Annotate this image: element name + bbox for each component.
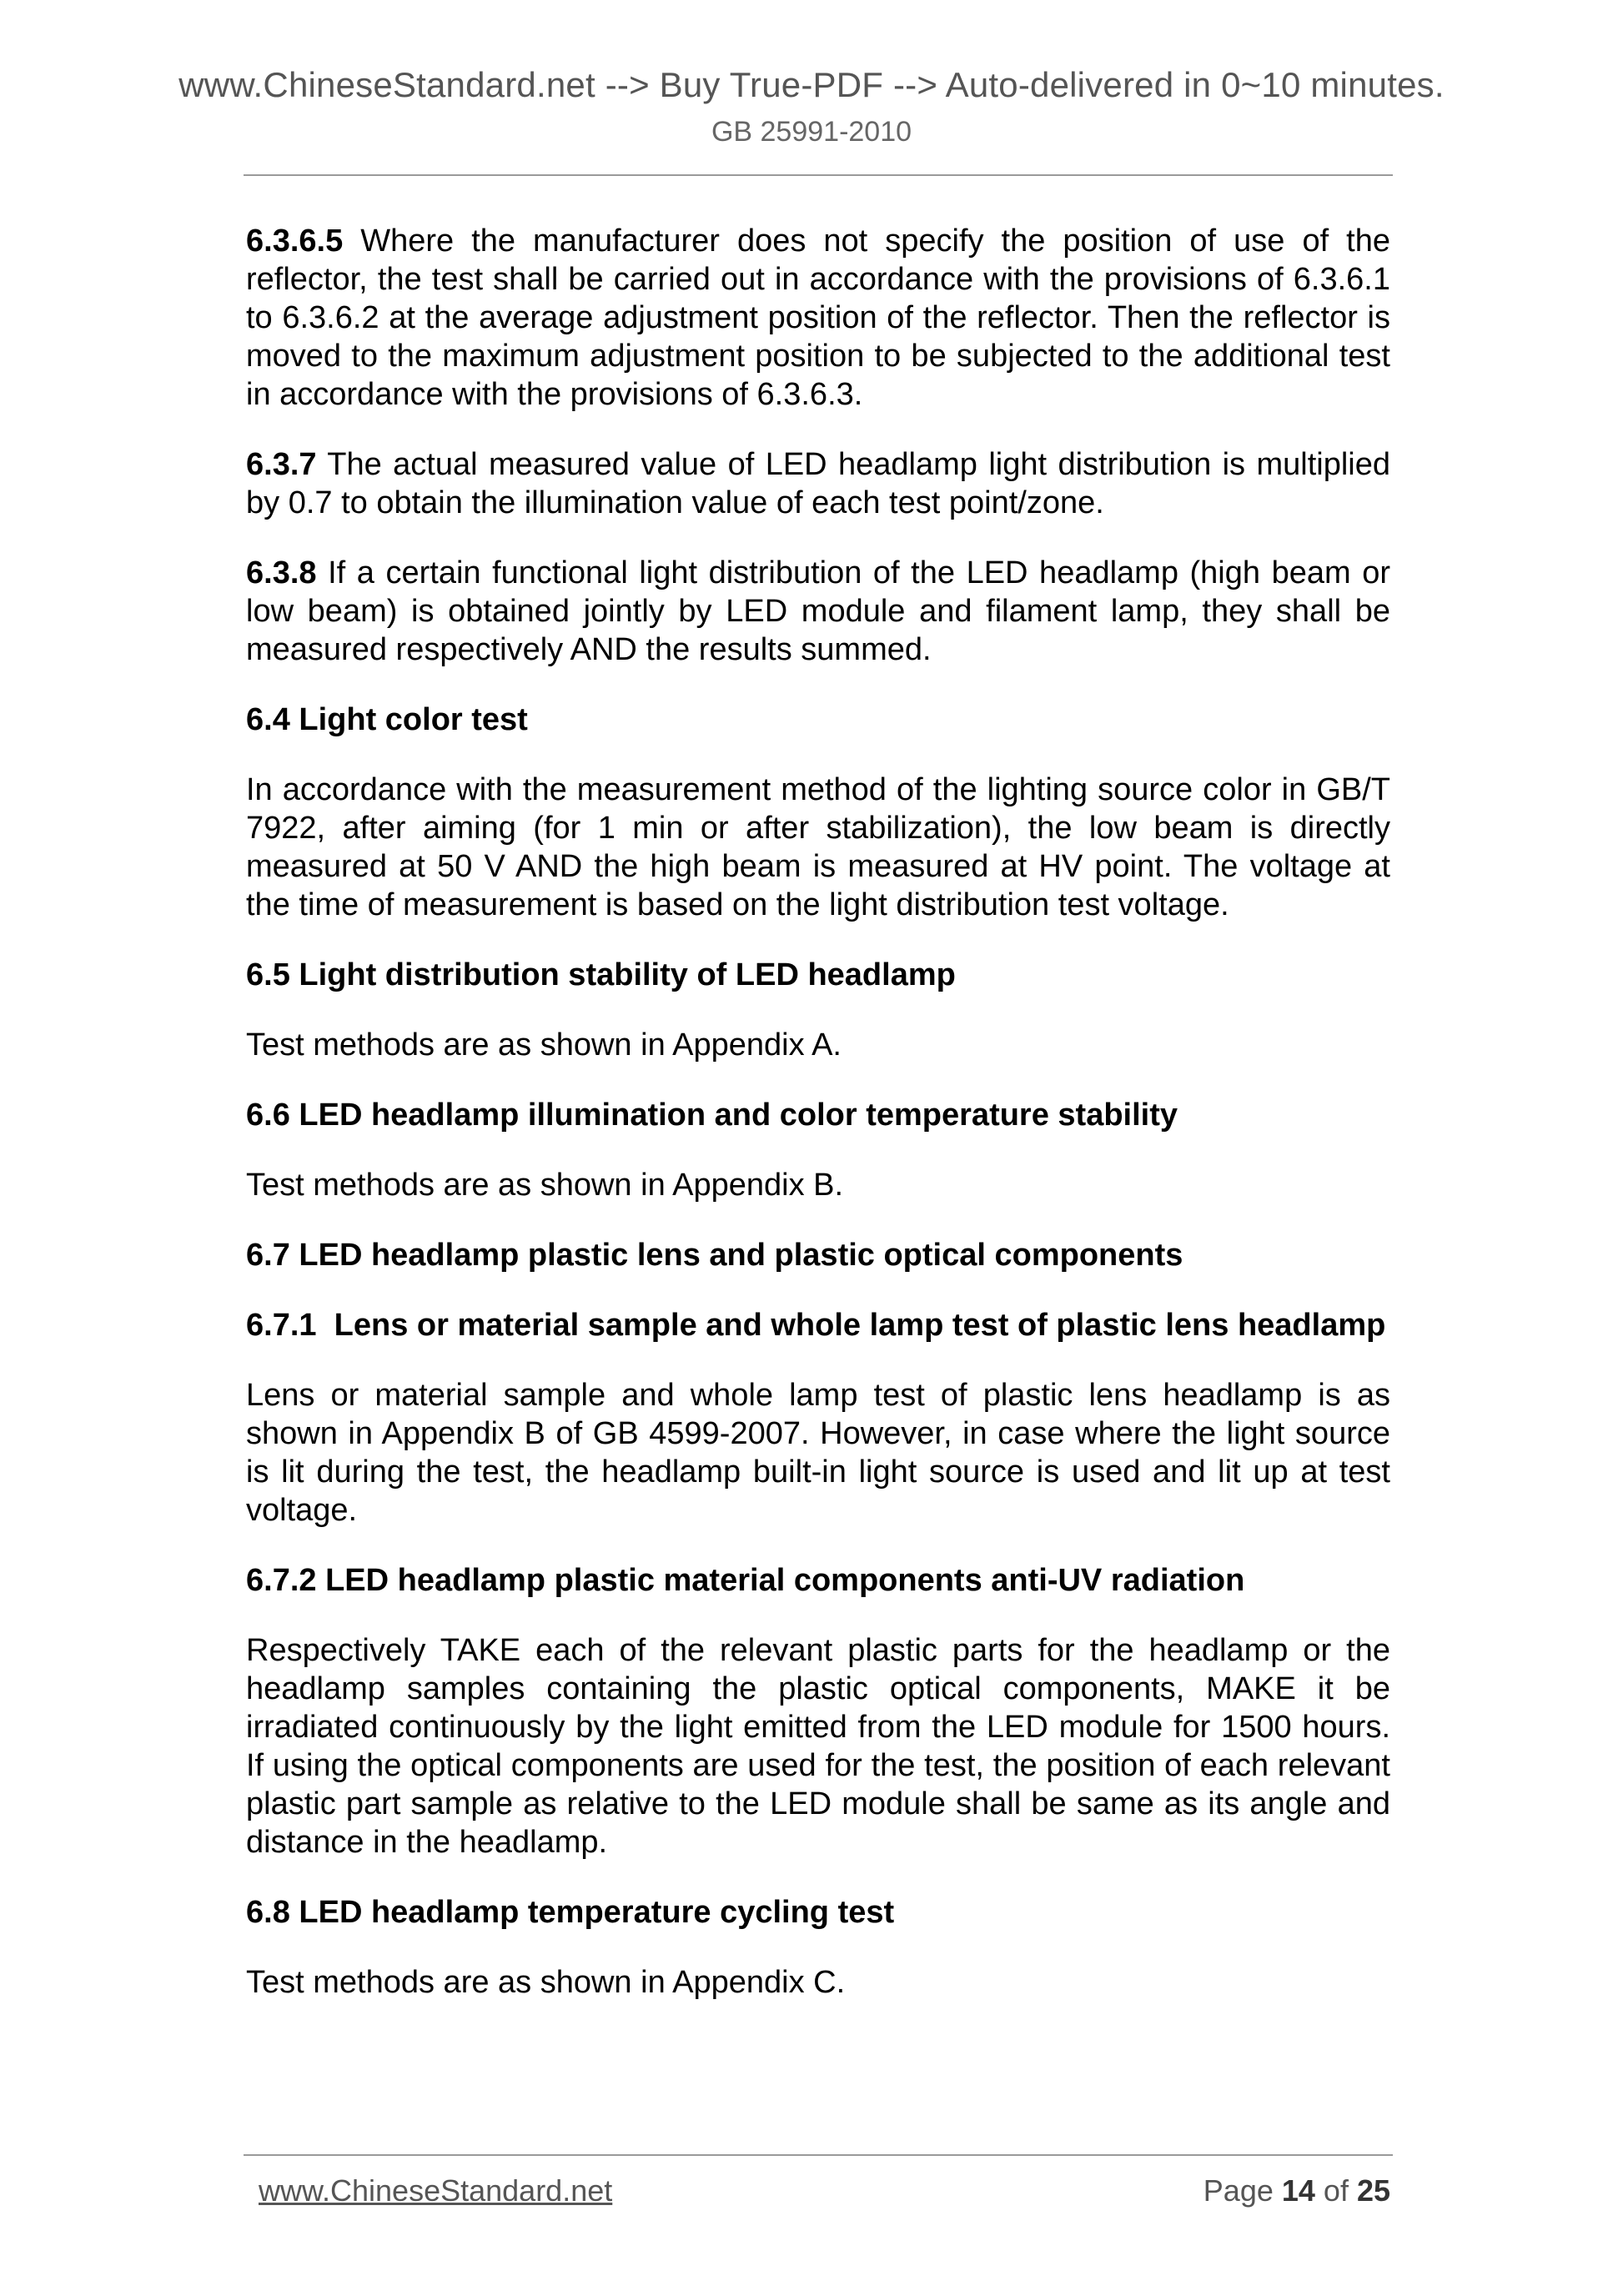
clause-6-3-7	[246, 445, 1390, 522]
paragraph-6-4: In accordance with the measurement method of the lighting source color in GB/T 7922, after aiming (for 1 min or after stabilization), the low beam is directly measured at 50 V AND the high beam is measured at HV point. The voltage at the time of measurement is based on the light distribution test voltage.	[246, 772, 1390, 922]
paragraph-6-5: Test methods are as shown in Appendix A.	[246, 1027, 842, 1063]
clause-number: 6.3.7	[246, 447, 317, 482]
document-body	[246, 222, 1390, 2033]
page-number	[1203, 2173, 1390, 2209]
clause-text: Where the manufacturer does not specify the position of use of the reflector, the test shall be carried out in accordance with the provisions of 6.3.6.1 to 6.3.6.2 at the average adjustment position of the reflector. Then the reflector is moved to the maximum adjustment position to be subjected to the additional test in accordance with the provisions of 6.3.6.3.	[246, 224, 1390, 412]
heading-6-7: 6.7 LED headlamp plastic lens and plastic optical components	[246, 1238, 1183, 1273]
heading-6-7-2: 6.7.2 LED headlamp plastic material components anti-UV radiation	[246, 1563, 1245, 1598]
heading-6-4: 6.4 Light color test	[246, 702, 528, 737]
paragraph-6-7-1: Lens or material sample and whole lamp test of plastic lens headlamp is as shown in Appendix B of GB 4599-2007. However, in case where the light source is lit during the test, the headlamp built-in light source is used and lit up at test voltage.	[246, 1378, 1390, 1528]
page-current: 14	[1281, 2173, 1315, 2208]
paragraph-6-7-2: Respectively TAKE each of the relevant plastic parts for the headlamp or the headlamp samples containing the plastic optical components, MAKE it be irradiated continuously by the light emitted from the LED module for 1500 hours. If using the optical components are used for the test, the position of each relevant plastic part sample as relative to the LED module shall be same as its angle and distance in the headlamp.	[246, 1633, 1390, 1860]
clause-6-3-6-5	[246, 222, 1390, 414]
page-total: 25	[1356, 2173, 1390, 2208]
footer-site-link[interactable]: www.ChineseStandard.net	[259, 2173, 613, 2208]
page-label: Page	[1203, 2173, 1282, 2208]
clause-6-3-8	[246, 554, 1390, 669]
clause-text: The actual measured value of LED headlamp light distribution is multiplied by 0.7 to obtain the illumination value of each test point/zone.	[246, 447, 1390, 520]
heading-6-7-1: 6.7.1 Lens or material sample and whole lamp test of plastic lens headlamp	[246, 1308, 1386, 1343]
heading-6-6: 6.6 LED headlamp illumination and color temperature stability	[246, 1098, 1178, 1133]
page-header	[0, 63, 1623, 150]
page-of: of	[1314, 2173, 1357, 2208]
header-divider	[244, 174, 1393, 176]
clause-number: 6.3.8	[246, 555, 317, 590]
paragraph-6-8: Test methods are as shown in Appendix C.	[246, 1965, 846, 2000]
paragraph-6-6: Test methods are as shown in Appendix B.	[246, 1168, 844, 1203]
heading-6-8: 6.8 LED headlamp temperature cycling test	[246, 1895, 895, 1930]
header-banner: www.ChineseStandard.net --> Buy True-PDF --> Auto-delivered in 0~10 minutes.	[178, 65, 1445, 104]
footer-divider	[244, 2154, 1393, 2156]
heading-6-5: 6.5 Light distribution stability of LED headlamp	[246, 957, 956, 992]
clause-number: 6.3.6.5	[246, 224, 344, 259]
header-doc-id: GB 25991-2010	[711, 116, 912, 148]
clause-text: If a certain functional light distribution of the LED headlamp (high beam or low beam) is obtained jointly by LED module and filament lamp, they shall be measured respectively AND the results summed.	[246, 555, 1390, 667]
